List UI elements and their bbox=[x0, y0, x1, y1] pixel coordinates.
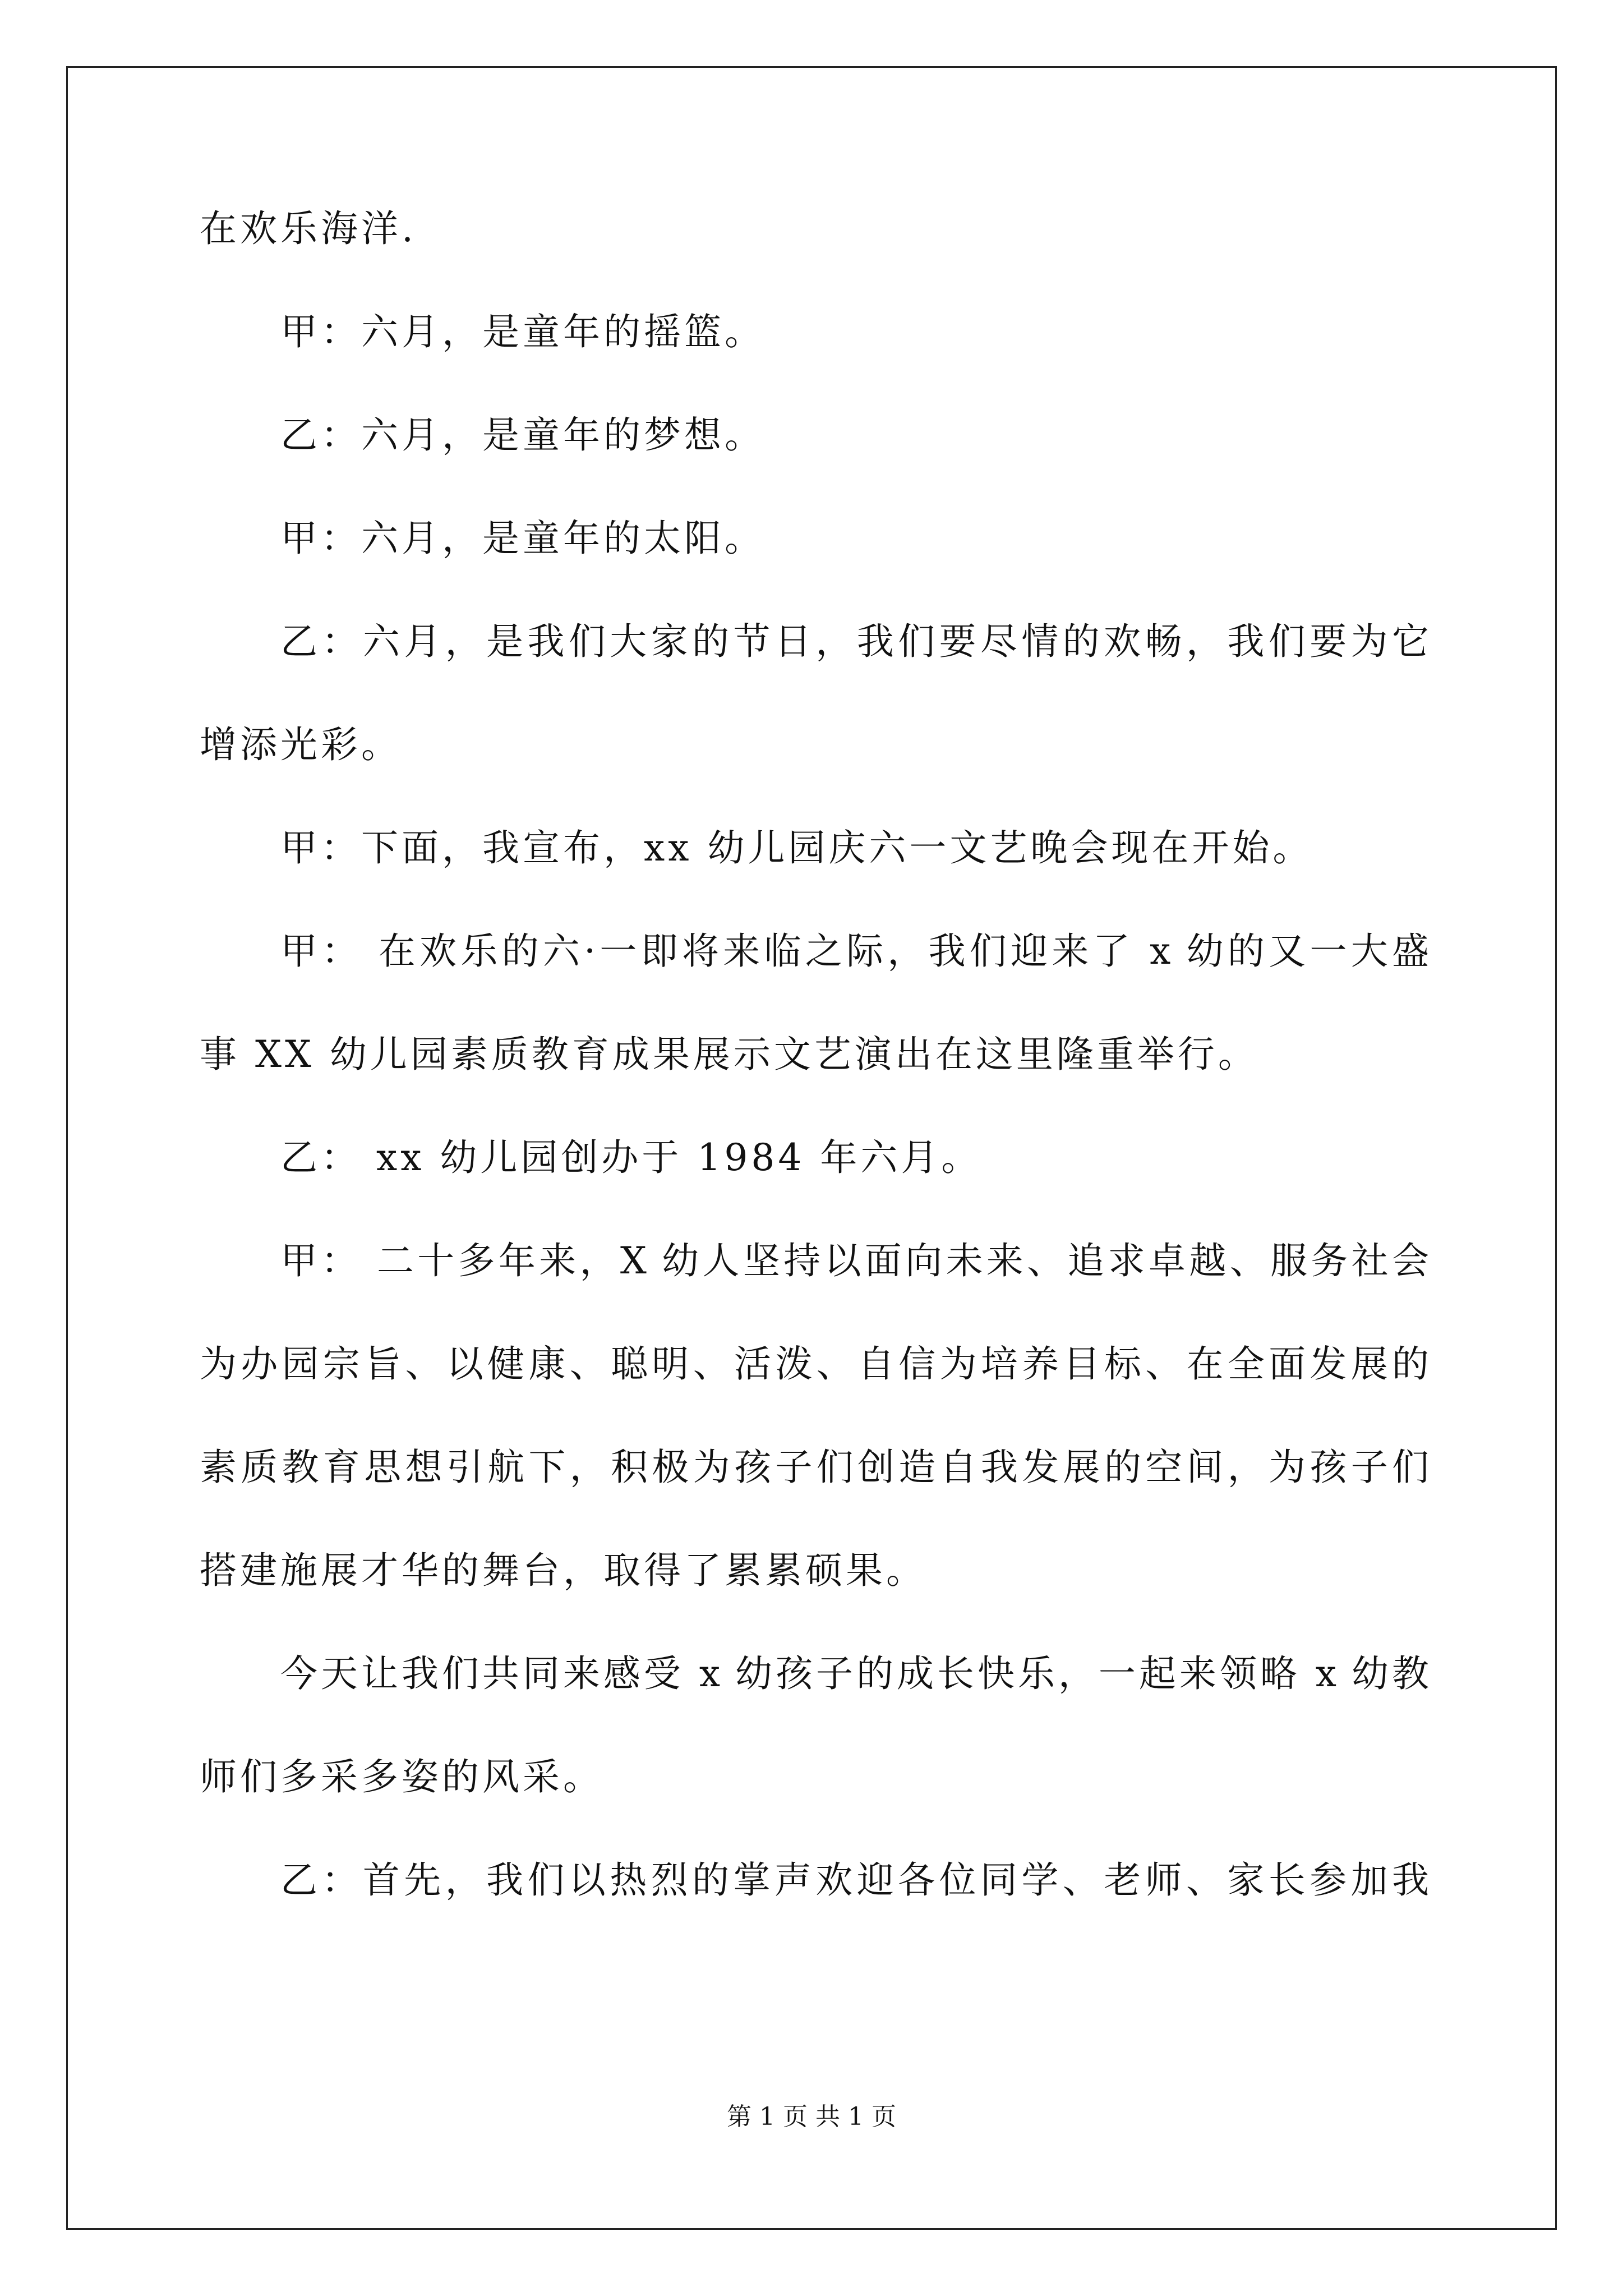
text-line-9: 事 XX 幼儿园素质教育成果展示文艺演出在这里隆重举行。 bbox=[200, 1033, 1258, 1076]
text-line-1: 在欢乐海洋. bbox=[200, 207, 417, 250]
text-line-4: 甲：六月，是童年的太阳。 bbox=[280, 517, 765, 560]
text-line-14: 搭建施展才华的舞台，取得了累累硕果。 bbox=[200, 1549, 926, 1592]
text-line-7: 甲：下面，我宣布，xx 幼儿园庆六一文艺晚会现在开始。 bbox=[280, 826, 1313, 869]
text-line-15: 今天让我们共同来感受 x 幼孩子的成长快乐，一起来领略 x 幼教 bbox=[280, 1652, 1429, 1695]
text-line-3: 乙：六月，是童年的梦想。 bbox=[280, 413, 765, 457]
text-line-8: 甲： 在欢乐的六·一即将来临之际，我们迎来了 x 幼的又一大盛 bbox=[280, 930, 1429, 973]
text-line-10: 乙： xx 幼儿园创办于 1984 年六月。 bbox=[280, 1136, 982, 1179]
text-line-17: 乙：首先，我们以热烈的掌声欢迎各位同学、老师、家长参加我 bbox=[280, 1858, 1429, 1902]
text-line-2: 甲：六月，是童年的摇篮。 bbox=[280, 310, 765, 353]
text-line-12: 为办园宗旨、以健康、聪明、活泼、自信为培养目标、在全面发展的 bbox=[200, 1342, 1429, 1386]
text-line-13: 素质教育思想引航下，积极为孩子们创造自我发展的空间，为孩子们 bbox=[200, 1446, 1429, 1489]
page-footer: 第 1 页 共 1 页 bbox=[727, 2102, 896, 2131]
text-line-5: 乙：六月，是我们大家的节日，我们要尽情的欢畅，我们要为它 bbox=[280, 620, 1429, 663]
text-line-11: 甲： 二十多年来，X 幼人坚持以面向未来、追求卓越、服务社会 bbox=[280, 1239, 1429, 1282]
text-line-16: 师们多采多姿的风采。 bbox=[200, 1755, 603, 1798]
text-line-6: 增添光彩。 bbox=[200, 723, 402, 766]
